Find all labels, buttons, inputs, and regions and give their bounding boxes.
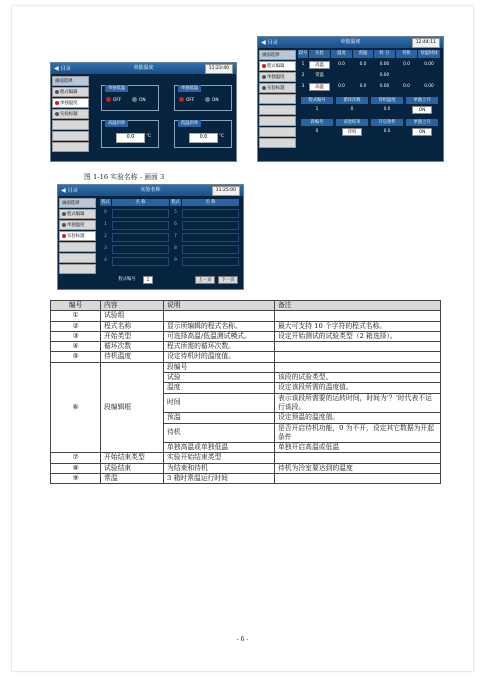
bottom-value[interactable]: 待机 bbox=[342, 128, 362, 136]
segment-cell-exp[interactable]: 高温 bbox=[309, 83, 330, 91]
screen-title: 实验名称 bbox=[140, 187, 161, 193]
table-cell: ② bbox=[51, 321, 101, 331]
menu-item-blank bbox=[259, 116, 296, 126]
column-header: 程式 bbox=[101, 200, 110, 205]
table-row bbox=[51, 453, 441, 463]
table-cell: ④ bbox=[51, 342, 101, 352]
table-cell: 最大可支持 10 个字符的程式名称。 bbox=[275, 321, 441, 331]
table-cell bbox=[275, 311, 441, 321]
radio-selected-icon bbox=[62, 234, 66, 238]
segment-cell-pre[interactable]: 0.0 bbox=[359, 62, 367, 67]
panel-right-toggle: 单独低温 OFF ON bbox=[174, 85, 232, 111]
segment-cell-time[interactable]: 0.00 bbox=[379, 62, 390, 67]
table-cell: ⑧ bbox=[51, 463, 101, 473]
column-header: 实验 bbox=[309, 50, 330, 58]
segment-cell-wait[interactable]: 0.0 bbox=[403, 84, 410, 89]
panel-left-slope: 高温斜率 0.0 ℃ bbox=[101, 120, 159, 148]
off-indicator-icon bbox=[179, 97, 184, 102]
table-cell: 段编号 bbox=[164, 362, 275, 372]
menu-item-blank bbox=[259, 138, 296, 148]
table-cell: ⑨ bbox=[51, 474, 101, 484]
column-header: 程式 bbox=[171, 200, 180, 205]
hmi-screen-single-temp bbox=[50, 62, 237, 162]
table-cell bbox=[275, 342, 441, 352]
menu-item-exp-title[interactable]: 实验标题 bbox=[52, 109, 89, 119]
radio-selected-icon bbox=[262, 64, 266, 68]
segment-cell-pre[interactable] bbox=[353, 72, 373, 80]
bottom-header: 开启条件 bbox=[371, 119, 403, 126]
radio-icon bbox=[262, 75, 266, 79]
table-cell: 预温 bbox=[164, 413, 275, 423]
menu-item-single-temp[interactable]: 单独温度 bbox=[59, 220, 96, 230]
clock: 11:25:00 bbox=[212, 186, 240, 196]
table-cell: 常温 bbox=[101, 474, 164, 484]
menu-item-exp-title[interactable]: 实验标题 bbox=[259, 83, 296, 93]
segment-cell-pretime[interactable]: 0.00 bbox=[424, 84, 434, 89]
bottom-header: 循环次数 bbox=[336, 97, 368, 104]
menu-item-blank bbox=[52, 131, 89, 141]
back-arrow-icon: ◀ bbox=[261, 39, 266, 46]
bottom-header: 程式编号 bbox=[301, 97, 333, 104]
figure-caption: 图 1-16 实验名称 - 画面 3 bbox=[84, 173, 165, 181]
table-row bbox=[51, 321, 441, 331]
table-cell: 待机 bbox=[164, 423, 275, 443]
hmi-screen-exp-name bbox=[57, 184, 244, 290]
column-header: 待机 bbox=[396, 50, 417, 58]
program-number-input[interactable]: 1 bbox=[143, 276, 153, 284]
program-name-field[interactable] bbox=[112, 233, 169, 242]
menu-item-program-edit[interactable]: 程式编辑 bbox=[59, 209, 96, 219]
bottom-header: 试验结束 bbox=[336, 119, 368, 126]
table-cell: 可选择高温/低温测试模式。 bbox=[164, 331, 275, 341]
segment-cell-exp[interactable]: 常温 bbox=[315, 73, 324, 78]
program-name-field[interactable] bbox=[182, 245, 239, 254]
table-cell bbox=[164, 311, 275, 321]
table-cell: 温度 bbox=[164, 383, 275, 393]
program-index: 0 bbox=[104, 210, 107, 215]
table-cell: 循环次数 bbox=[101, 342, 164, 352]
menu-item-program-edit[interactable]: 程式编辑 bbox=[52, 87, 89, 97]
table-cell: 单独开启高温或低温 bbox=[275, 443, 441, 453]
program-index: 1 bbox=[104, 222, 107, 227]
program-index: 8 bbox=[174, 246, 177, 251]
menu-item-screen-select[interactable]: 画面选择 bbox=[59, 198, 96, 208]
program-index: 6 bbox=[174, 222, 177, 227]
table-cell: 待机温度 bbox=[101, 352, 164, 362]
table-cell: 待机为冷室要达到的温度 bbox=[275, 463, 441, 473]
on-indicator-icon bbox=[132, 97, 137, 102]
segment-cell-temp[interactable]: 0.0 bbox=[338, 62, 345, 67]
program-name-field[interactable] bbox=[182, 209, 239, 218]
table-cell bbox=[275, 352, 441, 362]
table-cell: 试验结束 bbox=[101, 463, 164, 473]
segment-cell-pre[interactable]: 0.0 bbox=[359, 84, 367, 89]
segment-cell-temp[interactable] bbox=[331, 72, 352, 80]
table-cell: 该段的试验类型。 bbox=[275, 373, 441, 383]
segment-cell-time[interactable]: 0.00 bbox=[379, 73, 390, 78]
table-cell: 说明 bbox=[164, 301, 275, 311]
table-cell: 设定预温的温度值。 bbox=[275, 413, 441, 423]
back-button[interactable]: ◀ 目录 bbox=[261, 39, 278, 46]
table-row bbox=[51, 474, 441, 484]
program-name-field[interactable] bbox=[112, 209, 169, 218]
menu-item-blank bbox=[259, 94, 296, 104]
program-name-field[interactable] bbox=[112, 245, 169, 254]
menu-item-single-temp[interactable]: 单独温度 bbox=[52, 98, 89, 108]
menu-item-blank bbox=[52, 120, 89, 130]
on-indicator-icon bbox=[205, 97, 210, 102]
table-cell: 实验开始结束类型 bbox=[164, 453, 275, 463]
back-button[interactable]: ◀ 目录 bbox=[61, 187, 78, 194]
program-name-field[interactable] bbox=[182, 221, 239, 230]
segment-cell-wait[interactable] bbox=[396, 72, 417, 80]
clock: 11:23:40 bbox=[205, 64, 233, 74]
bottom-value[interactable]: 0.0 bbox=[383, 107, 391, 112]
screen-header bbox=[58, 185, 243, 196]
menu-item-blank bbox=[259, 105, 296, 115]
table-cell: 是否开启待机功能，0 为不开，设定其它数据为开起条件 bbox=[275, 423, 441, 443]
on-toggle[interactable]: ON bbox=[132, 97, 146, 104]
table-cell: 试验组 bbox=[101, 311, 164, 321]
on-toggle[interactable]: ON bbox=[205, 97, 219, 104]
bottom-header: 待机温度 bbox=[371, 97, 403, 104]
table-cell: 为结束和待机 bbox=[164, 463, 275, 473]
column-header: 预温时间 bbox=[418, 50, 440, 58]
table-row bbox=[51, 352, 441, 362]
bottom-header: 段编号 bbox=[301, 119, 333, 126]
table-cell: 显示所编辑的程式名称。 bbox=[164, 321, 275, 331]
radio-icon bbox=[262, 86, 266, 90]
next-page-button[interactable]: 下一页 bbox=[218, 276, 238, 284]
segment-cell-time[interactable]: 0.00 bbox=[379, 84, 390, 89]
radio-icon bbox=[62, 223, 66, 227]
panel-left-toggle: 单独低温 OFF ON bbox=[101, 85, 159, 111]
program-name-field[interactable] bbox=[112, 221, 169, 230]
clock: 12:44:11 bbox=[412, 38, 440, 48]
high-slope-input[interactable]: 0.0 bbox=[116, 133, 145, 143]
bottom-value[interactable]: ON bbox=[412, 128, 432, 136]
program-number-label: 程式编号 bbox=[118, 277, 136, 282]
table-cell: 设定开始测试的试验类型（2 箱选择）。 bbox=[275, 331, 441, 341]
column-header: 时 分 bbox=[374, 50, 395, 58]
table-cell: 备注 bbox=[275, 301, 441, 311]
bottom-value[interactable]: 1 bbox=[315, 107, 319, 112]
table-row bbox=[51, 331, 441, 341]
menu-item-blank bbox=[259, 127, 296, 137]
table-row bbox=[51, 342, 441, 352]
screen-header bbox=[258, 37, 443, 48]
bottom-value[interactable]: 0.0 bbox=[383, 129, 391, 134]
off-indicator-icon bbox=[106, 97, 111, 102]
back-arrow-icon: ◀ bbox=[61, 187, 66, 194]
table-row bbox=[51, 463, 441, 473]
table-cell: 表示该段所需要的运转时间，时间为‘？’时代表不运行该段。 bbox=[275, 393, 441, 413]
segment-cell-wait[interactable]: 0.0 bbox=[403, 62, 410, 67]
back-arrow-icon: ◀ bbox=[54, 65, 59, 72]
program-index: 7 bbox=[174, 234, 177, 239]
bottom-value[interactable]: ON bbox=[412, 106, 432, 114]
table-header-row bbox=[51, 301, 441, 311]
segment-cell-pretime[interactable] bbox=[418, 72, 440, 80]
segment-cell-temp[interactable]: 0.0 bbox=[338, 84, 345, 89]
bottom-value[interactable]: 0 bbox=[315, 129, 319, 134]
table-cell: ⑥ bbox=[51, 362, 101, 453]
table-cell: 单独高温或单独低温 bbox=[164, 443, 275, 453]
program-index: 3 bbox=[104, 246, 107, 251]
menu-item-blank bbox=[59, 264, 96, 274]
menu-item-exp-title[interactable]: 实验标题 bbox=[59, 231, 96, 241]
menu-item-screen-select[interactable]: 画面选择 bbox=[52, 76, 89, 86]
segment-cell-exp[interactable]: 高温 bbox=[309, 61, 330, 69]
off-toggle[interactable]: OFF bbox=[106, 97, 121, 104]
table-cell: 设定该段所需的温度值。 bbox=[275, 383, 441, 393]
column-header: 预温 bbox=[353, 50, 373, 58]
program-index: 4 bbox=[104, 258, 107, 263]
column-header: 名 称 bbox=[182, 199, 239, 206]
table-cell: 3 箱时常温运行时间 bbox=[164, 474, 275, 484]
back-button[interactable]: ◀ 目录 bbox=[54, 65, 71, 72]
column-header: 段号 bbox=[298, 51, 308, 56]
column-header: 名 称 bbox=[112, 199, 169, 206]
screen-title: 单独温度 bbox=[340, 39, 361, 45]
side-menu bbox=[59, 198, 96, 275]
segment-cell-no: 2 bbox=[301, 73, 305, 78]
program-index: 5 bbox=[174, 210, 177, 215]
table-cell: 开始类型 bbox=[101, 331, 164, 341]
table-cell: ③ bbox=[51, 331, 101, 341]
menu-item-screen-select[interactable]: 画面选择 bbox=[259, 50, 296, 60]
table-cell: 程式所需的循环次数。 bbox=[164, 342, 275, 352]
radio-icon bbox=[62, 212, 66, 216]
table-cell: ⑤ bbox=[51, 352, 101, 362]
table-cell: 编号 bbox=[51, 301, 101, 311]
segment-cell-no: 1 bbox=[301, 62, 305, 67]
menu-item-blank bbox=[59, 242, 96, 252]
table-cell: 试验 bbox=[164, 373, 275, 383]
program-index: 9 bbox=[174, 258, 177, 263]
off-toggle[interactable]: OFF bbox=[179, 97, 194, 104]
panel-right-slope: 低温斜率 0.0 ℃ bbox=[174, 120, 232, 148]
table-cell: 设定待机时的温度值。 bbox=[164, 352, 275, 362]
hmi-screen-segment-table bbox=[257, 36, 444, 162]
segment-cell-pretime[interactable]: 0.00 bbox=[424, 62, 434, 67]
table-cell: ① bbox=[51, 311, 101, 321]
prev-page-button[interactable]: 上一页 bbox=[195, 276, 215, 284]
table-cell: 开始结束类型 bbox=[101, 453, 164, 463]
segment-cell-no: 3 bbox=[301, 84, 305, 89]
table-cell bbox=[275, 362, 441, 372]
screen-header bbox=[51, 63, 236, 74]
radio-icon bbox=[55, 90, 59, 94]
menu-item-program-edit[interactable]: 程式编辑 bbox=[259, 61, 296, 71]
table-cell: ⑦ bbox=[51, 453, 101, 463]
table-row bbox=[51, 311, 441, 321]
menu-item-blank bbox=[52, 142, 89, 152]
table-cell: 段编辑框 bbox=[101, 362, 164, 453]
program-name-field[interactable] bbox=[182, 257, 239, 266]
side-menu bbox=[52, 76, 89, 153]
description-table bbox=[50, 300, 441, 484]
table-cell: 内容 bbox=[101, 301, 164, 311]
program-name-field[interactable] bbox=[112, 257, 169, 266]
bottom-header: 单独上升 bbox=[406, 97, 438, 104]
page-number: - 6 - bbox=[236, 636, 249, 643]
radio-selected-icon bbox=[55, 101, 59, 105]
side-menu bbox=[259, 50, 296, 149]
program-index: 2 bbox=[104, 234, 107, 239]
column-header: 温度 bbox=[331, 50, 352, 58]
table-cell bbox=[275, 474, 441, 484]
screen-title: 单独温度 bbox=[133, 65, 154, 71]
low-slope-input[interactable]: 0.0 bbox=[189, 133, 218, 143]
table-cell: 时间 bbox=[164, 393, 275, 413]
table-row bbox=[51, 362, 441, 372]
bottom-value[interactable]: 0 bbox=[350, 107, 354, 112]
table-cell: 程式名称 bbox=[101, 321, 164, 331]
table-cell bbox=[275, 453, 441, 463]
menu-item-single-temp[interactable]: 单独温度 bbox=[259, 72, 296, 82]
menu-item-blank bbox=[59, 253, 96, 263]
program-name-field[interactable] bbox=[182, 233, 239, 242]
radio-icon bbox=[55, 112, 59, 116]
bottom-header: 单独上升 bbox=[406, 119, 438, 126]
